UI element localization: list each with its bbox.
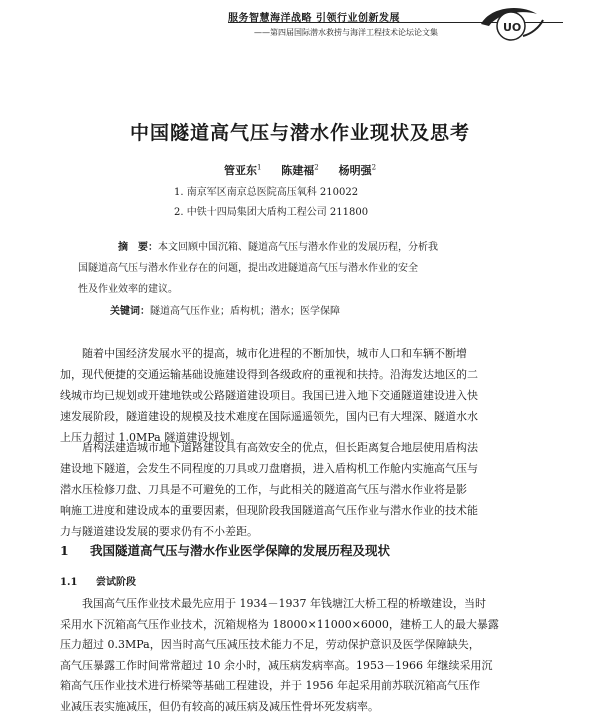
keywords <box>110 302 340 317</box>
abstract-label: 摘 要： <box>118 242 158 253</box>
paper-title: 中国隧道高气压与潜水作业现状及思考 <box>129 122 470 144</box>
abstract <box>78 237 518 300</box>
affiliation-2: 2. 中铁十四局集团大盾构工程公司 211800 <box>174 207 369 218</box>
author: 陈建福$^2$ <box>281 163 319 177</box>
section-heading <box>60 541 390 559</box>
subsection-title: 尝试阶段 <box>96 577 136 588</box>
affiliation-1: 1. 南京军区南京总医院高压氧科 210022 <box>174 187 359 198</box>
forum-logo-icon <box>475 4 547 44</box>
intro-paragraph-2: 盾构法建造城市地下道路建设具有高效安全的优点，但长距离复合地层使用盾构法 建设地下隧道，会发生不同程度的刀具或刀盘磨损，进入盾构机工作舱内实施高气压与 潜水压检修刀盘、刀具是不可避免的工作，与此相关的隧道高气压与潜水作业将是影 响施工进度和建设成本的重要因素，但现阶段我国隧道高气压作业与潜水作业的技术能 力与隧道建设发展的要求仍有不小差距。 <box>60 441 478 538</box>
section-paragraph: 我国高气压作业技术最先应用于 1934－1937 年钱塘江大桥工程的桥墩建设，当时 采用水下沉箱高气压作业技术，沉箱规格为 18000×11000×6000，建桥工人的最大暴露 压力超过 0.3MPa，因当时高气压减压技术能力不足，劳动保护意识及医学保障缺失， 高气压暴露工作时间常常超过 10 余小时，减压病发病率高。1953－1966 年继续采用沉 箱高气压作业技术进行桥梁等基础工程建设，并于 1956 年起采用前苏联沉箱高气压作 业减压表实施减压，但仍有较高的减压病及减压性骨坏死发病率。 <box>60 597 499 713</box>
header-slogan: 服务智慧海洋战略 引领行业创新发展 <box>228 13 400 24</box>
logo-text: UO <box>503 21 522 34</box>
keywords-text: 隧道高气压作业；盾构机；潜水；医学保障 <box>150 306 340 317</box>
author: 杨明强$^2$ <box>338 163 377 177</box>
running-header <box>0 0 600 50</box>
section-title: 我国隧道高气压与潜水作业医学保障的发展历程及现状 <box>90 543 391 558</box>
header-proceedings-title: ——第四届国际潜水救捞与海洋工程技术论坛论文集 <box>254 28 438 37</box>
intro-paragraph-1: 随着中国经济发展水平的提高，城市化进程的不断加快，城市人口和车辆不断增 加，现代便捷的交通运输基础设施建设得到各级政府的重视和扶持。沿海发达地区的二 线城市均已规划或开建地铁或公路隧道建设项目。我国已进入地下交通隧道建设进入快 速发展阶段，隧道建设的规模及技术难度在国际遥遥领先，国内已有大埋深、隧道水水 上压力超过 1.0MPa 隧道建设规划。 <box>60 347 478 444</box>
author: 管亚东$^1$ <box>223 163 262 177</box>
abstract-line: 国隧道高气压与潜水作业存在的问题，提出改进隧道高气压与潜水作业的安全 <box>78 263 418 274</box>
abstract-line: 摘 要：本文回顾中国沉箱、隧道高气压与潜水作业的发展历程，分析我 <box>118 242 438 253</box>
section-number: 1 <box>60 543 69 558</box>
subsection-heading <box>60 573 136 588</box>
keywords-label: 关键词： <box>110 306 150 317</box>
abstract-line: 性及作业效率的建议。 <box>78 284 178 295</box>
subsection-number: 1.1 <box>60 577 78 588</box>
author-list <box>0 162 600 178</box>
